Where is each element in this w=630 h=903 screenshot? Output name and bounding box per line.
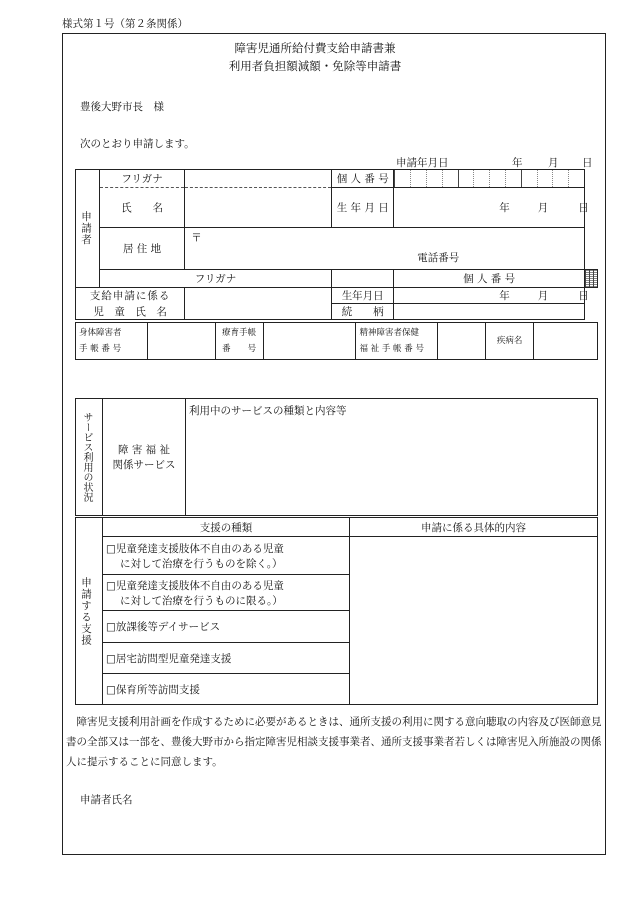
form-title-line2: 利用者負担額減額・免除等申請書 [228, 59, 402, 73]
applicant-name-field[interactable] [185, 188, 332, 228]
support-type-header: 支援の種類 [103, 518, 350, 537]
date-year: 年 [512, 157, 523, 169]
applicant-mynumber-label: 個 人 番 号 [332, 170, 394, 188]
child-mynumber-label: 個 人 番 号 [394, 270, 585, 288]
date-month: 月 [548, 157, 559, 169]
postal-mark: 〒 [191, 232, 202, 244]
child-birthdate-field[interactable]: 年 月 日 [394, 288, 585, 304]
date-label: 申請年月日 [396, 157, 449, 169]
applicant-furigana-label: フリガナ [99, 170, 184, 188]
disease-field[interactable] [534, 323, 598, 360]
applicant-birthdate-label: 生 年 月 日 [332, 188, 394, 228]
signature-label: 申請者氏名 [80, 794, 133, 806]
support-item-3[interactable]: □放課後等デイサービス [103, 611, 350, 643]
form-code: 様式第１号（第２条関係） [62, 18, 188, 30]
disease-label: 疾病名 [486, 323, 534, 360]
applicant-table [75, 169, 598, 320]
service-status-section-label: サービス利用の状況 [76, 399, 103, 516]
support-item-4[interactable]: □居宅訪問型児童発達支援 [103, 643, 350, 674]
applicant-section-label: 申請者 [76, 170, 100, 288]
service-category-label: 障 害 福 祉 関係サービス [103, 399, 186, 516]
support-item-2[interactable]: □児童発達支援肢体不自由のある児童 に対して治療を行うものに限る。） [103, 575, 350, 611]
support-detail-header: 申請に係る具体的内容 [350, 518, 598, 537]
child-name-field[interactable] [185, 288, 332, 320]
relation-field[interactable] [394, 304, 585, 320]
ryoiku-handbook-field[interactable] [263, 323, 356, 360]
child-name-label-1: 支給申請に係る [76, 288, 185, 304]
support-item-1[interactable]: □児童発達支援肢体不自由のある児童 に対して治療を行うものを除く。） [103, 537, 350, 575]
handbook-table [75, 322, 598, 360]
applicant-address-label: 居 住 地 [99, 228, 184, 270]
ryoiku-handbook-label: 療育手帳 番 号 [215, 323, 263, 360]
intro-text: 次のとおり申請します。 [80, 138, 195, 150]
applicant-mynumber-field[interactable] [394, 170, 585, 188]
support-table [75, 517, 598, 705]
applicant-furigana-field[interactable] [185, 170, 332, 188]
service-content-field[interactable] [186, 399, 598, 516]
child-furigana-label: フリガナ [99, 270, 331, 288]
support-item-5[interactable]: □保育所等訪問支援 [103, 674, 350, 705]
consent-text: 障害児支援利用計画を作成するために必要があるときは、通所支援の利用に関する意向聴取の内容及び医師意見書の全部又は一部を、豊後大野市から指定障害児相談支援事業者、通所支援事業者若しくは障害児入所施設の関係人に提示することに同意します。 [66, 716, 602, 768]
relation-label: 続 柄 [332, 304, 394, 320]
mental-handbook-field[interactable] [438, 323, 486, 360]
phone-label: 電話番号 [417, 252, 460, 264]
addressee: 豊後大野市長 様 [80, 101, 164, 113]
support-section-label: 申請する支援 [76, 518, 103, 705]
service-content-label: 利用中のサービスの種類と内容等 [189, 405, 347, 417]
mental-handbook-label: 精神障害者保健 福 祉 手 帳 番 号 [356, 323, 438, 360]
child-birthdate-label: 生年月日 [332, 288, 394, 304]
physical-handbook-field[interactable] [147, 323, 215, 360]
applicant-address-field[interactable] [185, 228, 585, 270]
form-title-line1: 障害児通所給付費支給申請書兼 [234, 41, 396, 55]
date-day: 日 [582, 157, 593, 169]
child-furigana-field[interactable] [332, 270, 394, 288]
child-mynumber-field[interactable] [585, 270, 598, 288]
physical-handbook-label: 身体障害者 手 帳 番 号 [76, 323, 148, 360]
service-status-table [75, 398, 598, 516]
child-name-label-2: 児 童 氏 名 [76, 304, 185, 320]
support-detail-field[interactable] [350, 537, 598, 705]
applicant-birthdate-field[interactable]: 年 月 日 [394, 188, 585, 228]
applicant-name-label: 氏 名 [99, 188, 184, 228]
